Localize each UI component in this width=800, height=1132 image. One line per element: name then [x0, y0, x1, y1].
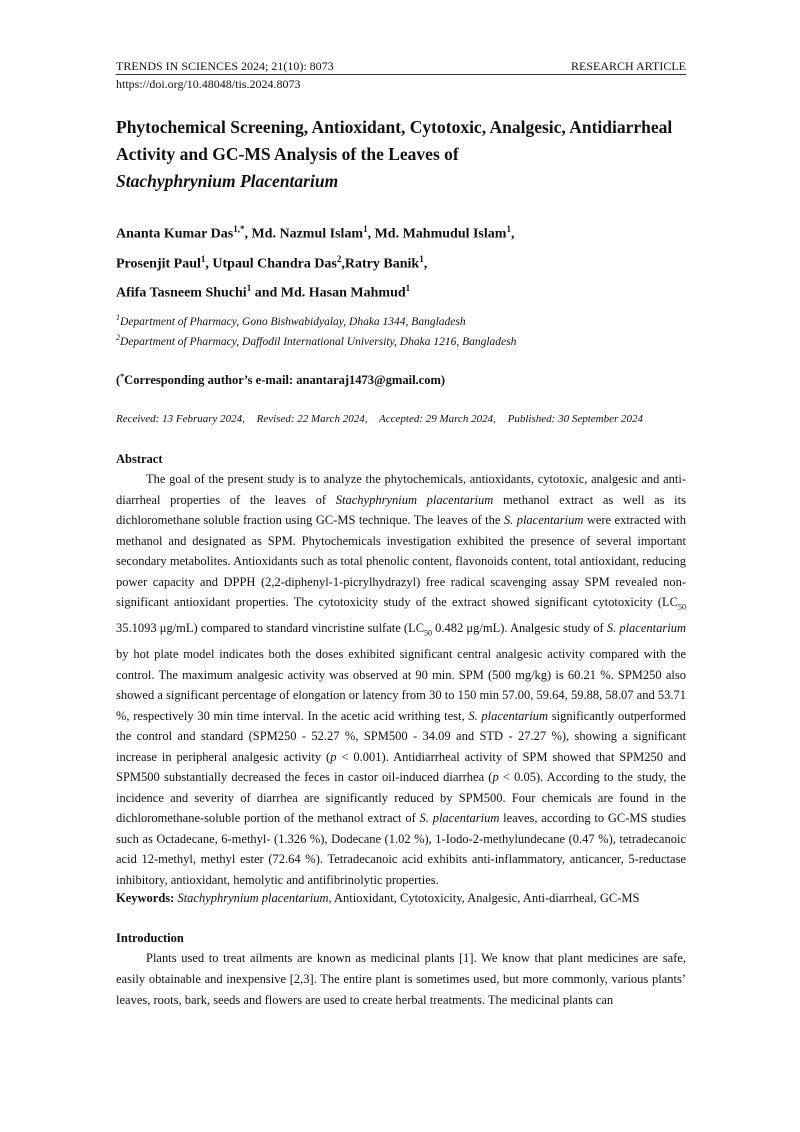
author-separator: and [251, 285, 281, 301]
species-name: S. placentarium [419, 811, 500, 825]
affiliation-number: 2 [116, 333, 120, 342]
article-type: RESEARCH ARTICLE [571, 59, 686, 73]
author-name: Utpaul Chandra Das [212, 256, 337, 272]
abstract-body [116, 469, 686, 890]
affiliation-text: Department of Pharmacy, Gono Bishwabidyalay, Dhaka 1344, Bangladesh [120, 315, 466, 328]
corresponding-star: * [120, 372, 125, 381]
author-name: Md. Mahmudul Islam [374, 226, 507, 242]
received-date: Received: 13 February 2024, [116, 413, 245, 425]
lc50-subscript: 50 [424, 628, 433, 638]
author-separator: , [205, 256, 213, 272]
author-affil-mark: 2 [336, 253, 342, 264]
species-name: S. placentarium [606, 621, 686, 635]
title-species: Stachyphrynium Placentarium [116, 171, 339, 191]
title-main: Phytochemical Screening, Antioxidant, Cytotoxic, Analgesic, Antidiarrheal Activity and GC-MS Analysis of the Leaves of [116, 117, 673, 164]
author-affil-mark: 1 [363, 224, 368, 234]
affiliation-1 [116, 313, 686, 328]
author-name: Ananta Kumar Das [116, 226, 234, 242]
species-name: S. placentarium [468, 708, 549, 723]
abstract-text: were extracted with methanol and designated as SPM. Phytochemicals investigation exhibited the presence of several important secondary metabolites. Antioxidants such as total phenolic content, flavonoids content, total antioxidant, reducing power capacity and DPPH (2,2-diphenyl-1-picrylhydrazyl) free radical scavenging assay SPM revealed non-significant antioxidant properties. The cytotoxicity study of the extract showed significant cytotoxicity (LC [116, 513, 687, 609]
revised-date: Revised: 22 March 2024, [256, 413, 368, 425]
p-value-symbol: p [492, 770, 499, 784]
keywords-label: Keywords: [116, 891, 175, 905]
author-separator: , [510, 226, 515, 242]
author-affil-mark: 1 [200, 253, 206, 264]
abstract-text: leaves, according to GC-MS studies such as Octadecane, 6-methyl- (1.326 %), Dodecane (1.02 %), 1-Iodo-2-methylundecane (0.47 %), tetradecanoic acid 12-methyl, methyl ester (72.64 %). Tetradecanoic acid exhibits anti-inflammatory, anticancer, 5-reductase inhibitory, antioxidant, hemolytic and antifibrinolytic properties. [116, 811, 686, 887]
author-affil-mark: 1 [405, 283, 411, 294]
author-affil-mark: 1,* [233, 224, 245, 234]
paper-title [116, 114, 686, 195]
author-separator: , [423, 256, 428, 272]
corresponding-open: ( [116, 373, 121, 388]
introduction-heading: Introduction [116, 931, 184, 945]
abstract-text: significantly outperformed the control and standard (SPM250 - 52.27 %, SPM500 - 34.09 and STD - 27.27 %), showing a significant increase in peripheral analgesic activity ( [116, 708, 686, 764]
abstract-text: methanol extract as well as its dichloromethane soluble fraction using GC-MS technique. The leaves of the [116, 492, 686, 527]
author-affil-mark: 1 [506, 224, 511, 234]
species-name: S. placentarium [503, 513, 584, 527]
accepted-date: Accepted: 29 March 2024, [379, 413, 496, 425]
author-separator: , [244, 226, 252, 242]
keyword-list: Antioxidant, Cytotoxicity, Analgesic, Anti-diarrheal, GC-MS [331, 891, 640, 905]
author-name: Afifa Tasneem Shuchi [116, 285, 247, 301]
doi-link[interactable]: https://doi.org/10.48048/tis.2024.8073 [116, 77, 301, 91]
abstract-text: 35.1093 μg/mL) compared to standard vincristine sulfate (LC [116, 621, 425, 635]
author-separator: , [341, 256, 345, 272]
journal-citation: TRENDS IN SCIENCES 2024; 21(10): 8073 [116, 59, 334, 73]
article-history [116, 413, 686, 425]
abstract-text: < 0.05). According to the study, the incidence and severity of diarrhea are significantly reduced by SPM500. Four chemicals are found in the dichloromethane-soluble portion of the methanol extract of [116, 770, 686, 825]
author-affil-mark: 1 [246, 283, 252, 294]
affiliation-2 [116, 333, 686, 348]
author-name: Prosenjit Paul [116, 256, 201, 272]
author-affil-mark: 1 [419, 253, 424, 264]
lc50-subscript: 50 [678, 602, 686, 612]
author-name: Md. Hasan Mahmud [280, 285, 406, 301]
affiliation-number: 1 [116, 313, 120, 322]
published-date: Published: 30 September 2024 [507, 413, 643, 425]
keywords-line [116, 891, 686, 906]
abstract-text: The goal of the present study is to analyze the phytochemicals, antioxidants, cytotoxic, analgesic and anti-diarrheal properties of the leaves of [116, 472, 686, 507]
running-header [116, 59, 686, 74]
author-list [116, 217, 686, 306]
species-name: Stachyphrynium placentarium [335, 492, 494, 507]
abstract-text: by hot plate model indicates both the doses exhibited significant central analgesic activity compared with the control. The maximum analgesic activity was observed at 90 min. SPM (500 mg/kg) is 60.21 %. SPM250 also showed a significant percentage of elongation or latency from 30 to 150 min 57.00, 59.64, 59.88, 58.07 and 53.71 %, respectively 30 min time interval. In the acetic acid writhing test, [116, 647, 686, 723]
introduction-body: Plants used to treat ailments are known as medicinal plants [1]. We know that plant medicines are safe, easily obtainable and inexpensive [2,3]. The entire plant is sometimes used, but more commonly, various plants’ leaves, roots, bark, seeds and flowers are used to create herbal treatments. The medicinal plants can [116, 951, 686, 1007]
author-name: Md. Nazmul Islam [251, 226, 364, 242]
keyword-species: Stachyphrynium placentarium, [177, 891, 332, 905]
affiliation-text: Department of Pharmacy, Daffodil International University, Dhaka 1216, Bangladesh [120, 335, 517, 348]
p-value-symbol: p [330, 749, 337, 764]
corresponding-email[interactable]: Corresponding author’s e-mail: anantaraj1473@gmail.com) [124, 373, 446, 388]
corresponding-author [116, 372, 445, 388]
header-rule [116, 74, 686, 75]
abstract-text: 0.482 μg/mL). Analgesic study of [432, 621, 607, 635]
abstract-text: < 0.001). Antidiarrheal activity of SPM showed that SPM250 and SPM500 substantially decreased the feces in castor oil-induced diarrhea ( [116, 749, 686, 784]
author-separator: , [367, 226, 375, 242]
abstract-heading: Abstract [116, 452, 163, 466]
author-name: Ratry Banik [344, 256, 420, 272]
